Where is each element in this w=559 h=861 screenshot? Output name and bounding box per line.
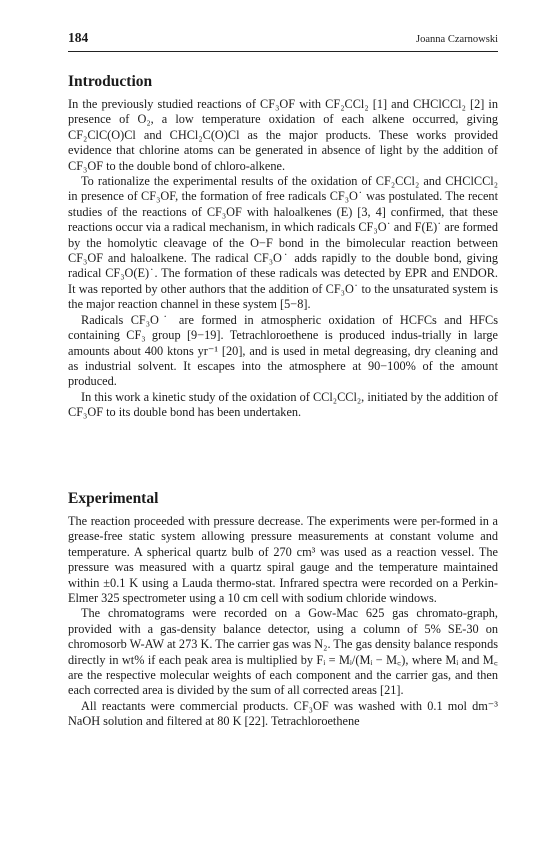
running-author: Joanna Czarnowski [416,34,498,45]
body-paragraph: All reactants were commercial products. CF₃OF was washed with 0.1 mol dm⁻³ NaOH solution and filtered at 80 K [22]. Tetrachloroethene [68,698,498,729]
introduction-body [68,97,498,421]
body-paragraph: In this work a kinetic study of the oxidation of CCl₂CCl₂, initiated by the addition of CF₃OF to its double bond has been undertaken. [68,389,498,420]
body-paragraph: Radicals CF₃O˙ are formed in atmospheric oxidation of HCFCs and HFCs containing CF₃ group [9−19]. Tetrachloroethene is produced indus-trially in large amounts about 400 ktons yr⁻¹ [20], and is used in metal degreasing, dry cleaning and as industrial solvent. It escapes into the atmosphere at 90−100% of the amount produced. [68,312,498,389]
body-paragraph: The reaction proceeded with pressure decrease. The experiments were per-formed in a grease-free static system allowing pressure measurements at constant volume and temperature. A spherical quartz bulb of 270 cm³ was used as a reaction vessel. The pressure was measured with a quartz spiral gauge and the temperature maintained within ±0.1 K using a Lauda thermo-stat. Infrared spectra were recorded on a Perkin-Elmer 325 spectrometer using a 10 cm cell with sodium chloride windows. [68,514,498,606]
experimental-body [68,514,498,730]
section-heading-experimental: Experimental [68,490,159,507]
body-paragraph: To rationalize the experimental results of the oxidation of CF₂CCl₂ and CHClCCl₂ in presence of CF₃OF, the formation of free radicals CF₃O˙ was postulated. The recent studies of the reactions of CF₃OF with haloalkenes (E) [3, 4] confirmed, that these reactions occur via a radical mechanism, in which radicals CF₃O˙ and F(E)˙ are formed by the homolytic cleavage of the O−F bond in the bimolecular reaction between CF₃OF and haloalkene. The radical CF₃O˙ adds rapidly to the double bond, giving radical CF₃O(E)˙. The formation of these radicals was detected by EPR and ENDOR. It was reported by other authors that the addition of CF₃O˙ to the unsaturated system is the major reaction channel in these system [5−8]. [68,174,498,312]
body-paragraph: In the previously studied reactions of CF₃OF with CF₂CCl₂ [1] and CHClCCl₂ [2] in presence of O₂, a low temperature oxidation of each alkene occurred, giving CF₂ClC(O)Cl and CHCl₂C(O)Cl as the major products. These works provided evidence that chlorine atoms can be generated in absence of light by the addition of CF₃OF to the double bond of chloro-alkene. [68,97,498,173]
body-paragraph: The chromatograms were recorded on a Gow-Mac 625 gas chromato-graph, provided with a gas-density balance detector, using a column of 5% SE-30 on chromosorb W-AW at 273 K. The carrier gas was N₂. The gas density balance responds directly in wt% if each peak area is multiplied by Fᵢ = Mᵢ/(Mᵢ − M꜀), where Mᵢ and M꜀ are the respective molecular weights of each component and the carrier gas, and then each corrected area is divided by the sum of all corrected areas [21]. [68,606,498,698]
section-heading-introduction: Introduction [68,73,153,90]
journal-page [68,30,498,729]
page-number: 184 [68,30,89,45]
running-header [68,30,498,52]
